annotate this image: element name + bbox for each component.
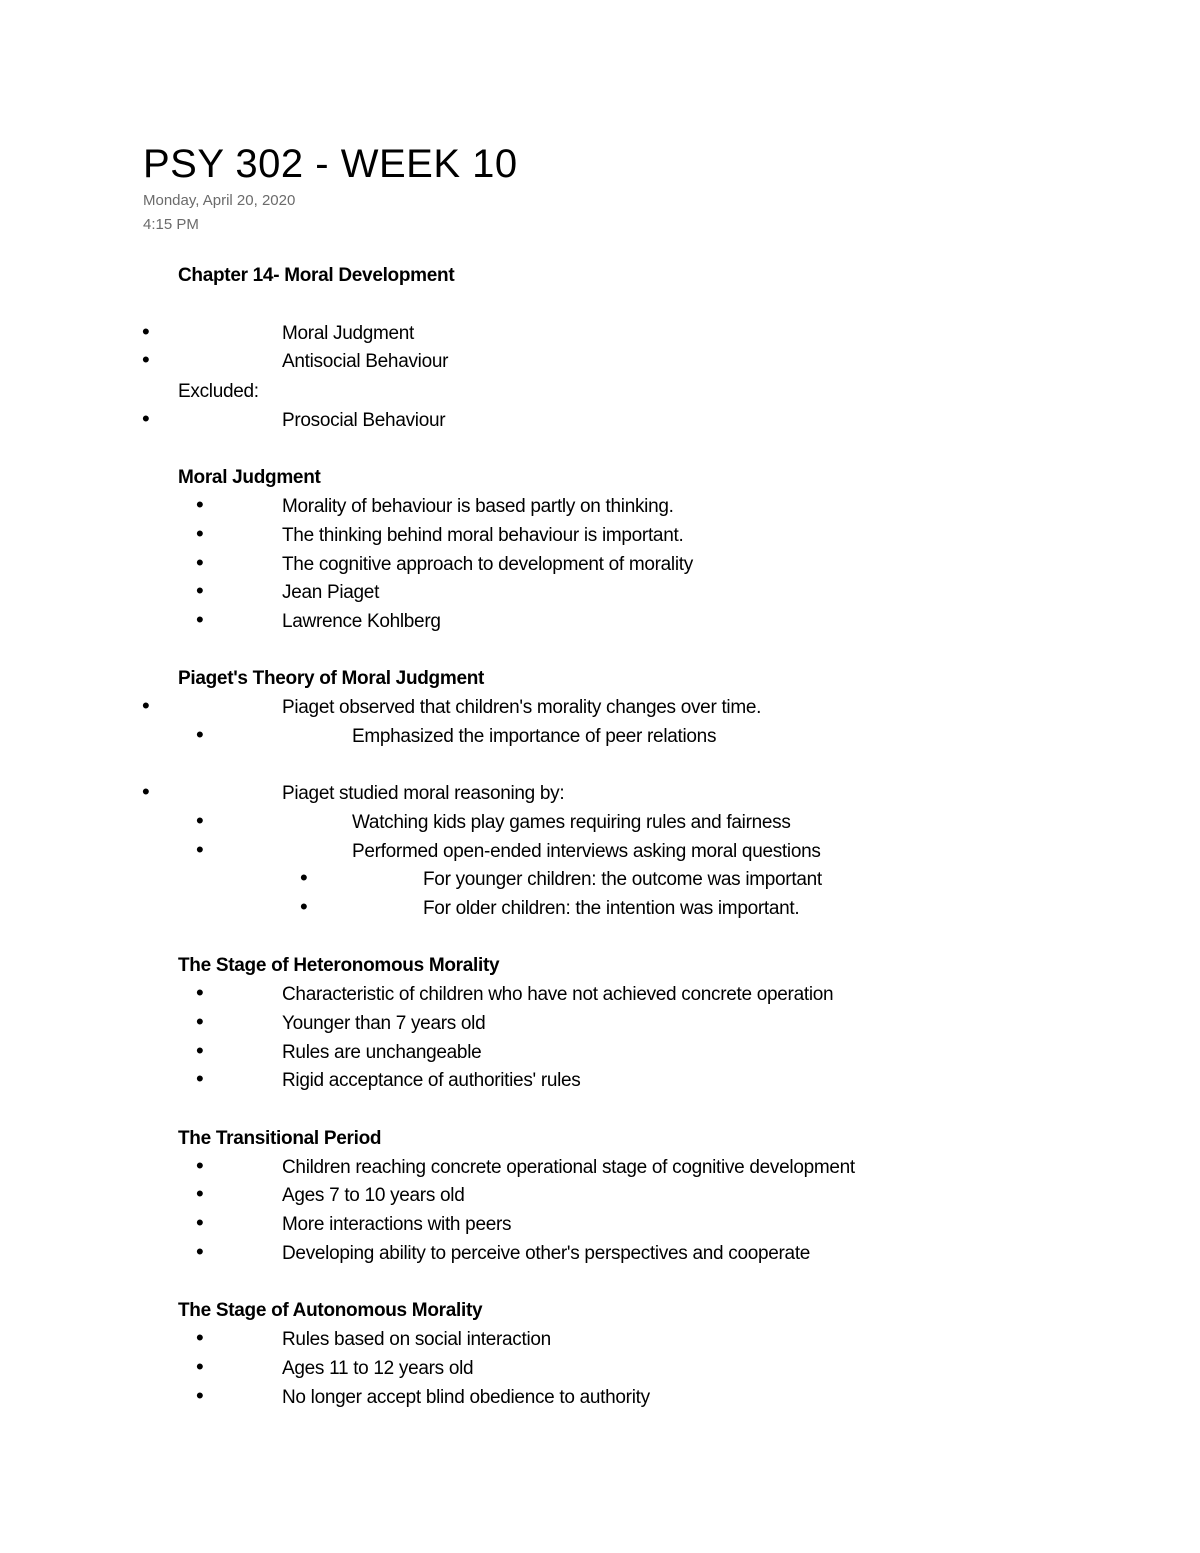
bullet-dot: • [196, 808, 204, 833]
bullet-dot: • [300, 894, 308, 919]
list-item: Ages 7 to 10 years old [282, 1185, 465, 1206]
bullet-dot: • [196, 1383, 204, 1408]
list-item: Piaget observed that children's morality changes over time. [282, 697, 762, 718]
bullet-dot: • [196, 1210, 204, 1235]
bullet-dot: • [196, 1066, 204, 1091]
bullet-dot: • [196, 1181, 204, 1206]
bullet-dot: • [196, 607, 204, 632]
list-item: Rules based on social interaction [282, 1329, 551, 1350]
list-item: Moral Judgment [282, 323, 415, 344]
section-heading-piaget: Piaget's Theory of Moral Judgment [178, 668, 485, 689]
bullet-dot: • [196, 980, 204, 1005]
list-item: Younger than 7 years old [282, 1013, 486, 1034]
list-item: Antisocial Behaviour [282, 351, 449, 372]
bullet-dot: • [196, 492, 204, 517]
list-item: Ages 11 to 12 years old [282, 1358, 474, 1379]
list-item: Rigid acceptance of authorities' rules [282, 1070, 581, 1091]
bullet-dot: • [196, 837, 204, 862]
list-item: Emphasized the importance of peer relations [352, 726, 717, 747]
note-date: Monday, April 20, 2020 [143, 192, 296, 209]
page-title: PSY 302 - WEEK 10 [143, 142, 518, 186]
list-item: Performed open-ended interviews asking moral questions [352, 841, 821, 862]
list-item: For older children: the intention was important. [423, 898, 800, 919]
bullet-dot: • [196, 550, 204, 575]
list-item: Prosocial Behaviour [282, 410, 446, 431]
bullet-dot: • [142, 693, 150, 718]
list-item: Children reaching concrete operational stage of cognitive development [282, 1157, 855, 1178]
list-item: Lawrence Kohlberg [282, 611, 441, 632]
bullet-dot: • [196, 578, 204, 603]
list-item: For younger children: the outcome was important [423, 869, 822, 890]
bullet-dot: • [196, 1038, 204, 1063]
excluded-label: Excluded: [178, 381, 259, 402]
bullet-dot: • [142, 406, 150, 431]
bullet-dot: • [196, 521, 204, 546]
list-item: More interactions with peers [282, 1214, 512, 1235]
section-heading-moral-judgment: Moral Judgment [178, 467, 321, 488]
list-item: Watching kids play games requiring rules and fairness [352, 812, 791, 833]
bullet-dot: • [196, 722, 204, 747]
section-heading-chapter: Chapter 14- Moral Development [178, 265, 455, 286]
bullet-dot: • [196, 1009, 204, 1034]
bullet-dot: • [196, 1354, 204, 1379]
list-item: Jean Piaget [282, 582, 380, 603]
bullet-dot: • [142, 779, 150, 804]
section-heading-autonomous: The Stage of Autonomous Morality [178, 1300, 483, 1321]
list-item: Developing ability to perceive other's perspectives and cooperate [282, 1243, 811, 1264]
list-item: Characteristic of children who have not achieved concrete operation [282, 984, 834, 1005]
list-item: Rules are unchangeable [282, 1042, 482, 1063]
bullet-dot: • [300, 865, 308, 890]
bullet-dot: • [142, 347, 150, 372]
bullet-dot: • [196, 1153, 204, 1178]
list-item: Piaget studied moral reasoning by: [282, 783, 565, 804]
note-time: 4:15 PM [143, 216, 199, 233]
list-item: The thinking behind moral behaviour is important. [282, 525, 684, 546]
list-item: Morality of behaviour is based partly on thinking. [282, 496, 674, 517]
bullet-dot: • [196, 1325, 204, 1350]
section-heading-transitional: The Transitional Period [178, 1128, 382, 1149]
bullet-dot: • [196, 1239, 204, 1264]
section-heading-heteronomous: The Stage of Heteronomous Morality [178, 955, 500, 976]
bullet-dot: • [142, 319, 150, 344]
list-item: No longer accept blind obedience to authority [282, 1387, 650, 1408]
list-item: The cognitive approach to development of morality [282, 554, 693, 575]
